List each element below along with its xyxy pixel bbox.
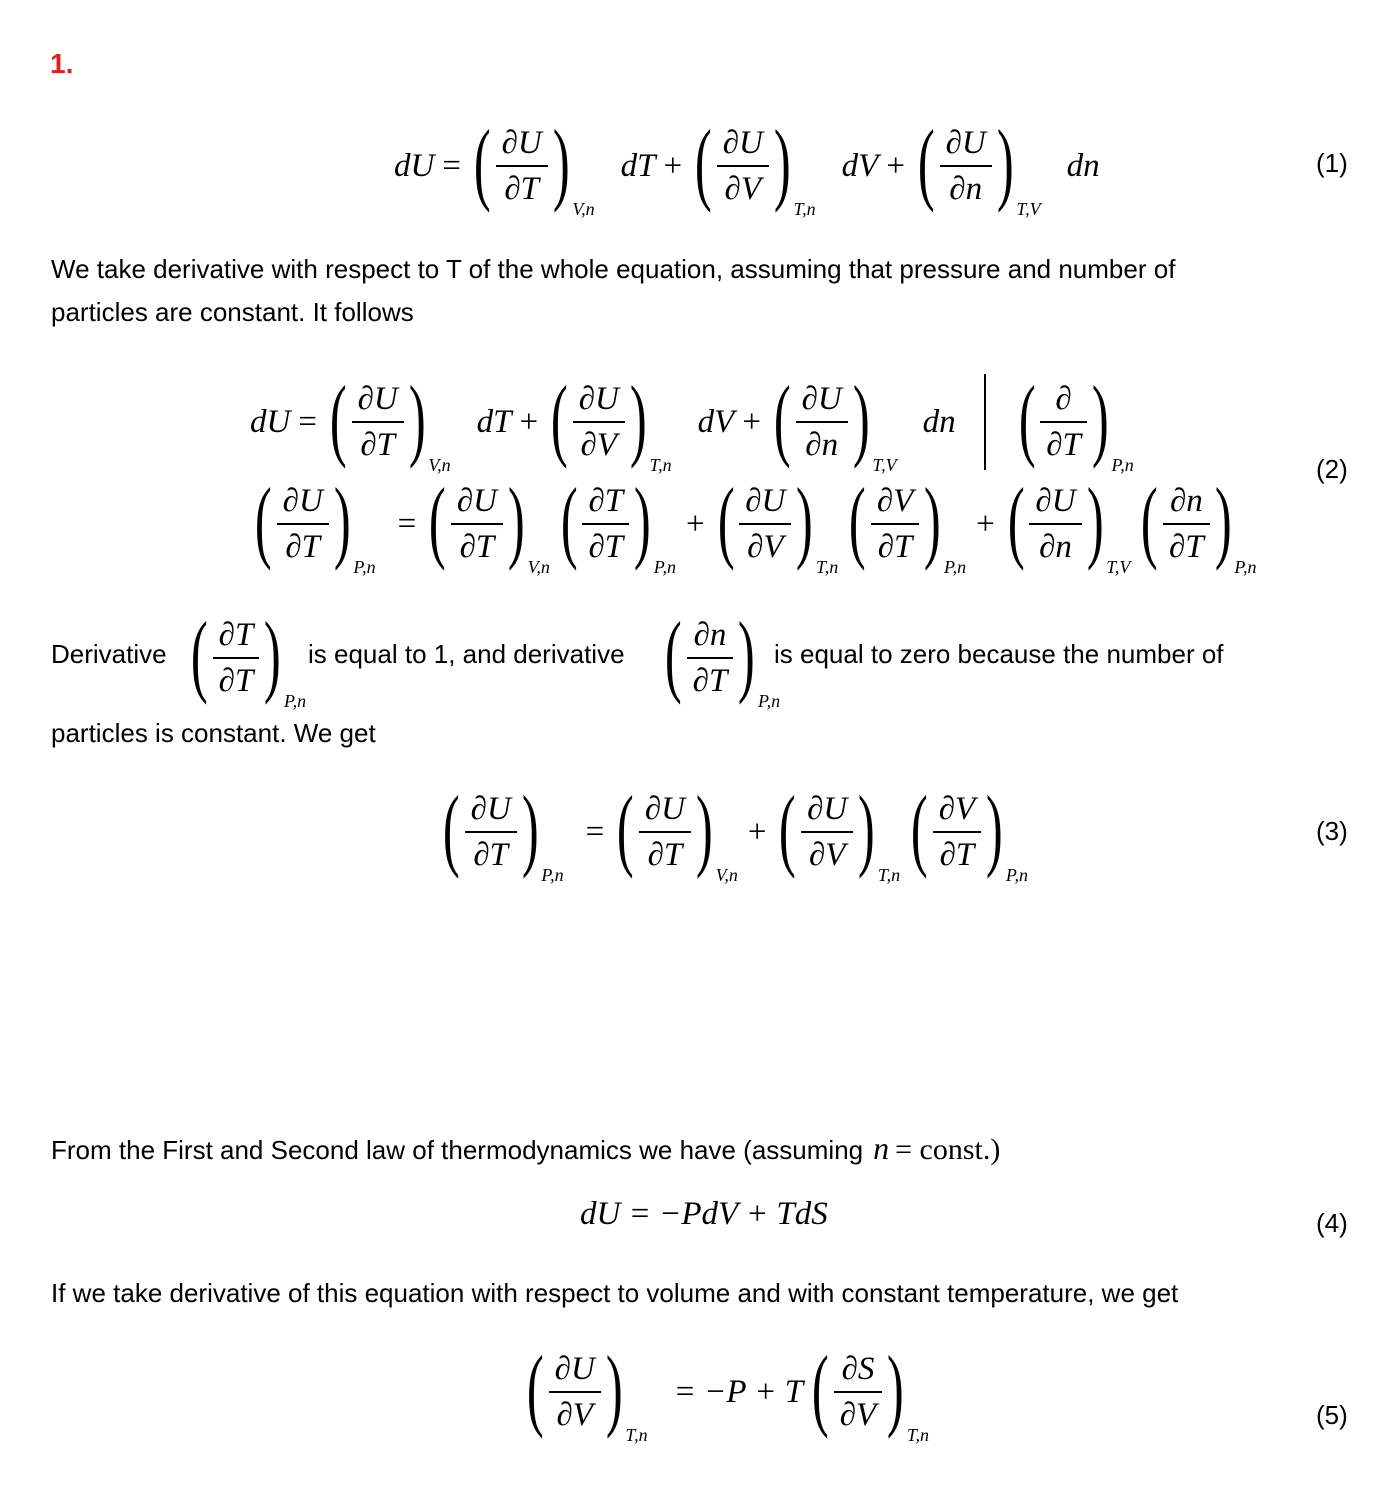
equation-3 bbox=[436, 777, 1032, 885]
paragraph: is equal to zero because the number of bbox=[774, 639, 1224, 669]
paragraph: particles are constant. It follows bbox=[51, 297, 414, 327]
math-expression: = const.) bbox=[895, 1133, 1001, 1166]
partial-derivative: ( $\frac{\partial U}{\partial T}$ ) V,n bbox=[329, 367, 451, 475]
equation-number: (4) bbox=[1316, 1208, 1348, 1238]
partial-derivative: ( $\frac{\partial U}{\partial V}$ ) T,n bbox=[717, 469, 839, 577]
eq-term: dV bbox=[841, 147, 879, 184]
equation-number: (5) bbox=[1316, 1400, 1348, 1430]
partial-derivative: ( $\frac{\partial U}{\partial n}$ ) T,V bbox=[773, 367, 897, 475]
eq-operator: + bbox=[747, 813, 767, 850]
section-number: 1. bbox=[50, 48, 74, 79]
partial-derivative: ( $\frac{\partial U}{\partial T}$ ) V,n bbox=[473, 111, 595, 219]
eq-operator: + bbox=[685, 505, 705, 542]
eq-operator: = bbox=[397, 505, 417, 542]
eq-operator: + bbox=[742, 403, 761, 440]
partial-derivative: ( $\frac{\partial V}{\partial T}$ ) P,n bbox=[910, 777, 1029, 885]
equation-number: (3) bbox=[1316, 816, 1348, 846]
equation-number: (2) bbox=[1316, 454, 1348, 484]
partial-derivative: ( $\frac{\partial V}{\partial T}$ ) P,n bbox=[849, 469, 967, 577]
paragraph: is equal to 1, and derivative bbox=[308, 639, 625, 669]
eq-term: dn bbox=[1066, 147, 1100, 184]
eq-operator: = bbox=[442, 147, 461, 184]
operator-bar bbox=[984, 374, 986, 470]
eq-expression: dU = −PdV + TdS bbox=[580, 1196, 828, 1232]
eq-term: dV bbox=[697, 403, 735, 440]
paragraph bbox=[51, 1127, 1351, 1172]
paragraph: particles is constant. We get bbox=[51, 718, 376, 748]
partial-derivative: ( $\frac{\partial U}{\partial n}$ ) T,V bbox=[917, 111, 1041, 219]
eq-term: dT bbox=[620, 147, 656, 184]
derivative-operator: ( $\frac{\partial}{\partial T}$ ) P,n bbox=[1018, 367, 1134, 475]
partial-derivative: ( $\frac{\partial U}{\partial T}$ ) P,n bbox=[254, 469, 376, 577]
equation-1 bbox=[392, 111, 1102, 219]
paragraph: If we take derivative of this equation with respect to volume and with constant temperature, we get bbox=[51, 1278, 1179, 1308]
partial-derivative: ( $\frac{\partial U}{\partial V}$ ) T,n bbox=[526, 1337, 648, 1445]
partial-derivative: ( $\frac{\partial U}{\partial T}$ ) V,n bbox=[429, 469, 550, 577]
eq-term: dU bbox=[250, 403, 291, 440]
partial-derivative: ( $\frac{\partial U}{\partial V}$ ) T,n bbox=[779, 777, 901, 885]
eq-operator: + bbox=[886, 147, 905, 184]
eq-expression: = −P + T bbox=[673, 1373, 804, 1410]
eq-operator: = bbox=[585, 813, 605, 850]
eq-term: dn bbox=[922, 403, 956, 440]
equation-2-line-1 bbox=[248, 367, 1138, 475]
equation-4 bbox=[578, 1196, 830, 1233]
eq-term: dU bbox=[394, 147, 435, 184]
math-variable: n bbox=[873, 1130, 890, 1166]
paragraph-text: From the First and Second law of thermodynamics we have (assuming bbox=[51, 1135, 864, 1165]
paragraph: Derivative bbox=[51, 639, 167, 669]
inline-derivative-dT-dT: ( $\frac{\partial T}{\partial T}$ ) P,n bbox=[190, 603, 307, 711]
partial-derivative: ( $\frac{\partial U}{\partial T}$ ) V,n bbox=[617, 777, 738, 885]
equation-5 bbox=[520, 1337, 933, 1445]
partial-derivative: ( $\frac{\partial U}{\partial V}$ ) T,n bbox=[550, 367, 672, 475]
eq-operator: + bbox=[519, 403, 539, 440]
partial-derivative: ( $\frac{\partial U}{\partial V}$ ) T,n bbox=[694, 111, 816, 219]
equation-2-line-2 bbox=[248, 469, 1261, 577]
eq-operator: = bbox=[298, 403, 317, 440]
partial-derivative: ( $\frac{\partial S}{\partial V}$ ) T,n bbox=[811, 1337, 930, 1445]
partial-derivative: ( $\frac{\partial U}{\partial n}$ ) T,V bbox=[1007, 469, 1131, 577]
partial-derivative: ( $\frac{\partial U}{\partial T}$ ) P,n bbox=[442, 777, 564, 885]
eq-operator: + bbox=[976, 505, 995, 542]
paragraph: We take derivative with respect to T of the whole equation, assuming that pressure and number of bbox=[51, 254, 1176, 284]
eq-term: dT bbox=[476, 403, 512, 440]
inline-derivative-dn-dT: ( $\frac{\partial n}{\partial T}$ ) P,n bbox=[664, 603, 781, 711]
equation-number: (1) bbox=[1316, 148, 1348, 178]
eq-operator: + bbox=[663, 147, 683, 184]
partial-derivative: ( $\frac{\partial T}{\partial T}$ ) P,n bbox=[560, 469, 676, 577]
partial-derivative: ( $\frac{\partial n}{\partial T}$ ) P,n bbox=[1141, 469, 1257, 577]
